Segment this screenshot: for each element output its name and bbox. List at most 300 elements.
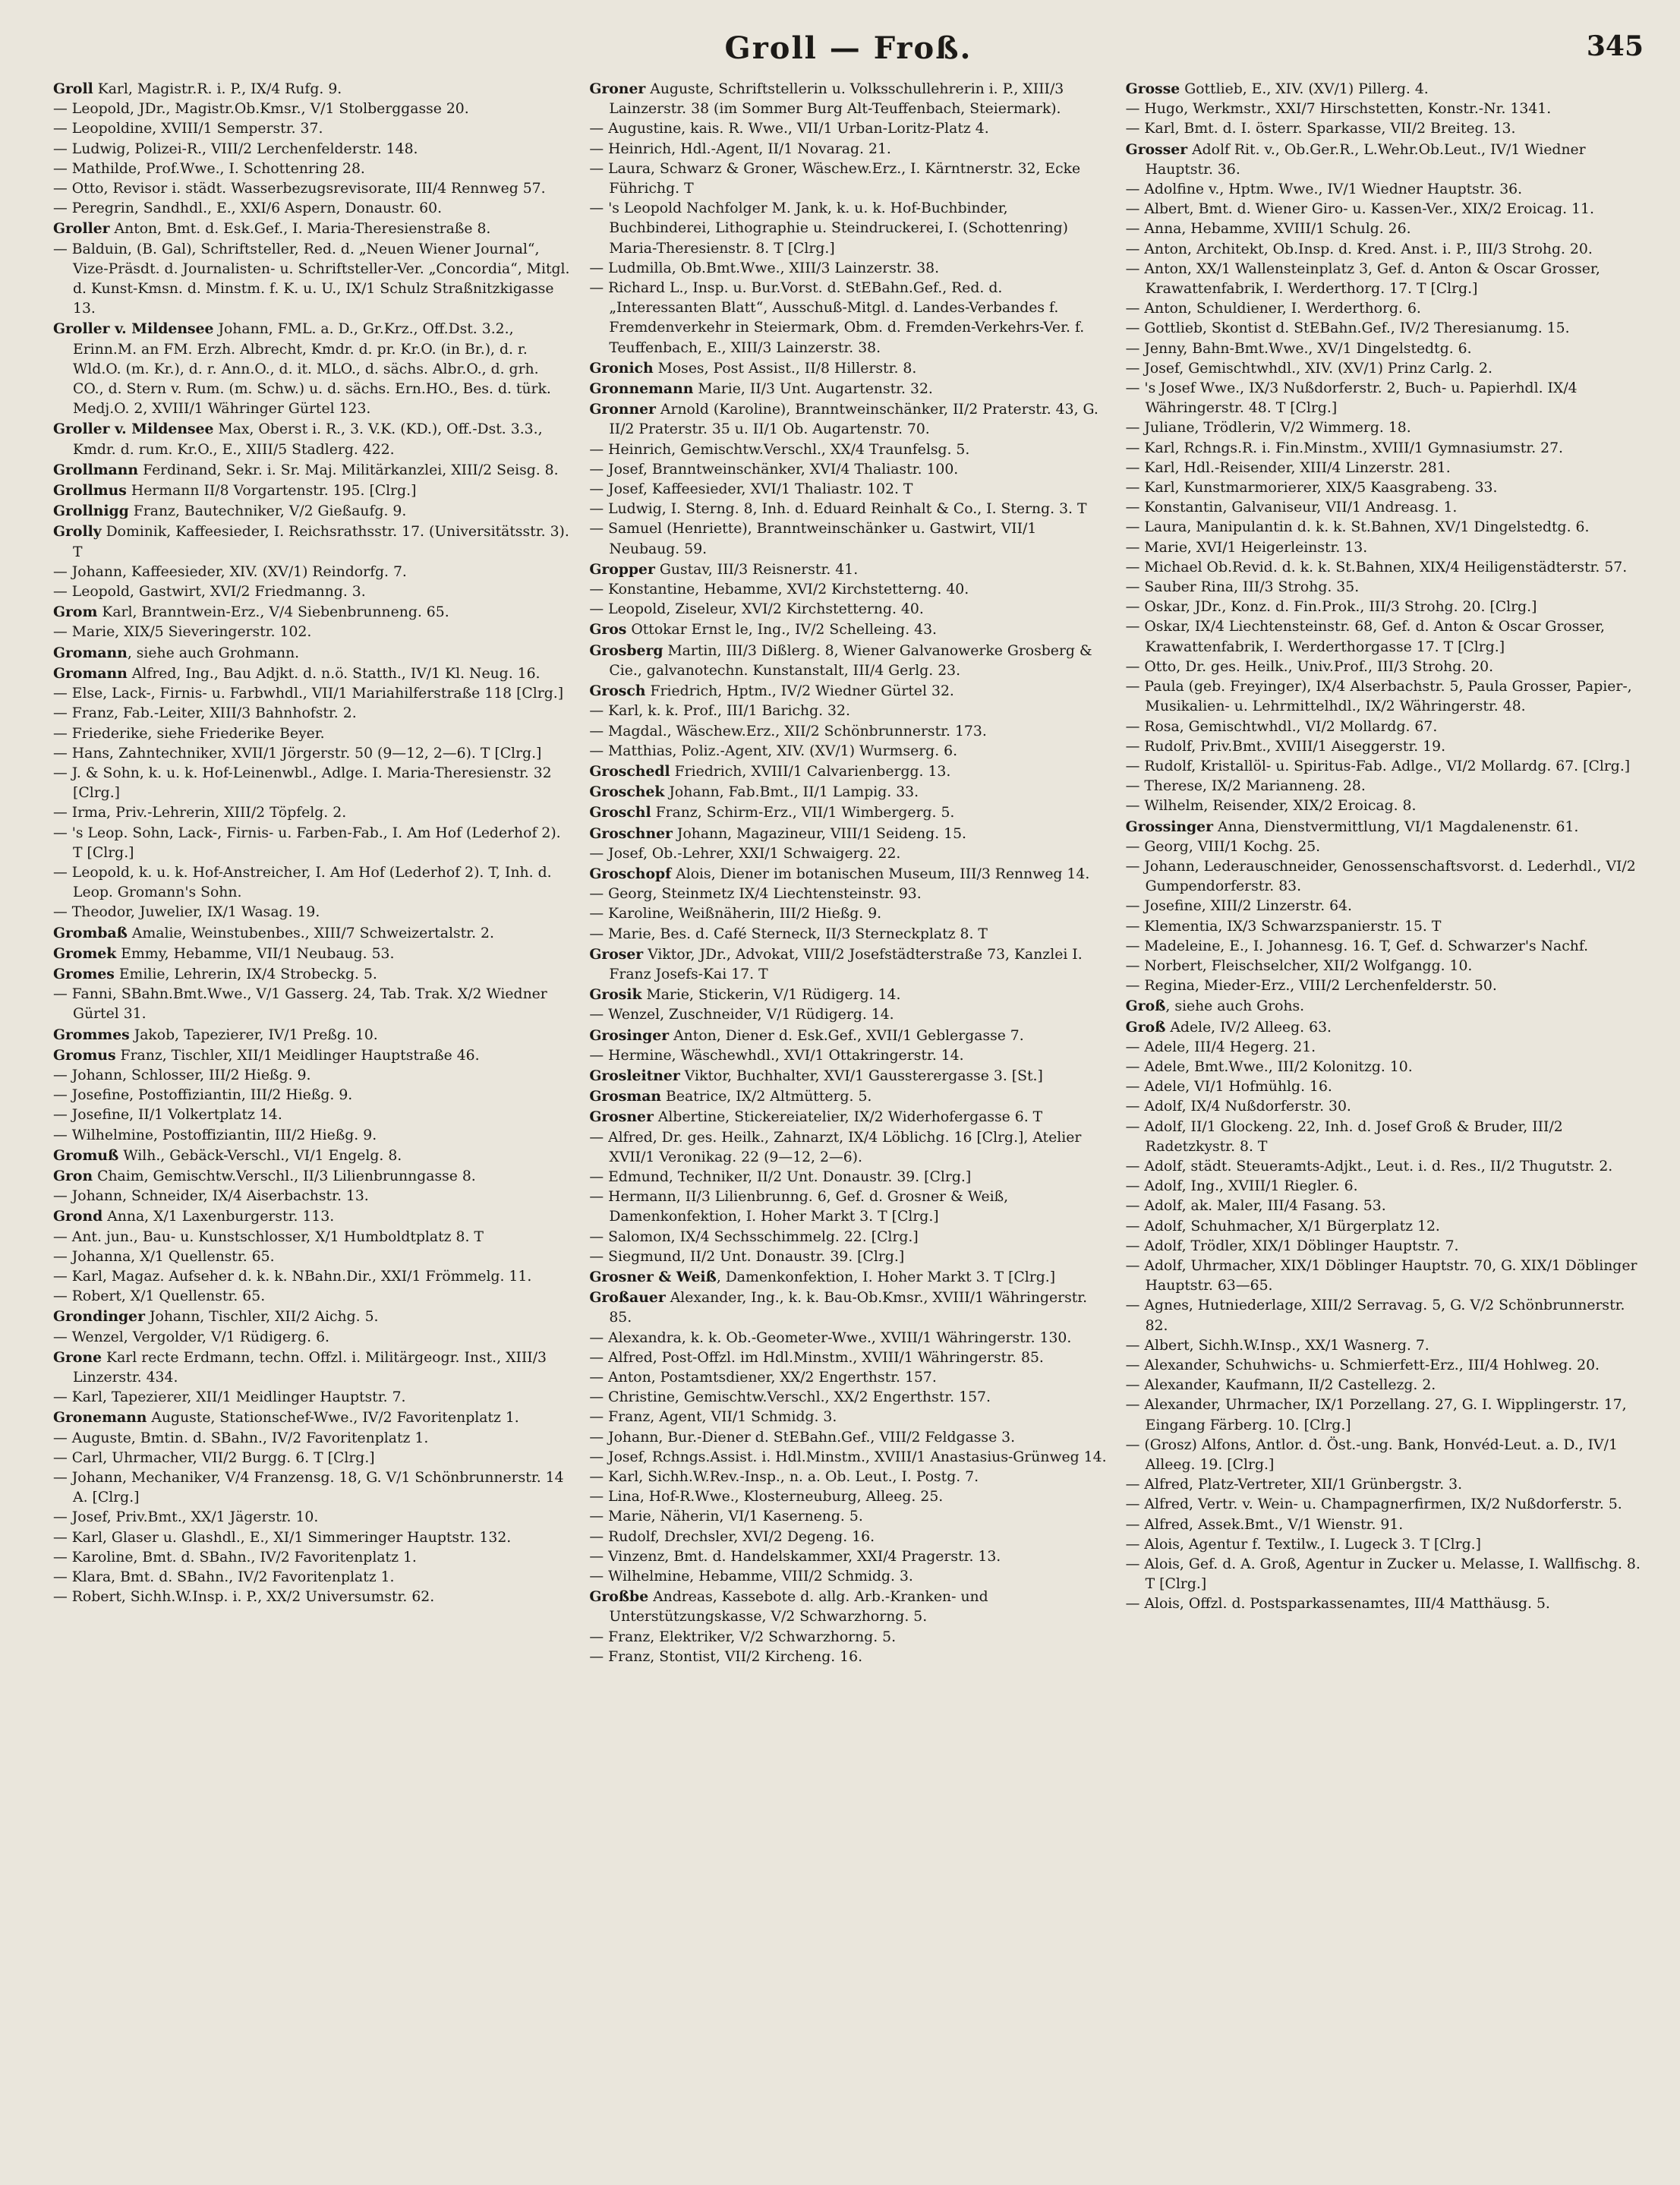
- entry-details: Adele, IV/2 Alleeg. 63.: [1165, 1019, 1332, 1036]
- directory-entry: [53, 199, 571, 219]
- entry-surname: Grosleitner: [589, 1067, 680, 1084]
- entry-details: — Mathilde, Prof.Wwe., I. Schottenring 28.: [53, 160, 365, 177]
- directory-entry: [1126, 1296, 1644, 1335]
- entry-surname: Gromus: [53, 1046, 116, 1064]
- directory-entry: [53, 219, 571, 239]
- entry-surname: Gronich: [589, 359, 654, 377]
- entry-details: — Albert, Bmt. d. Wiener Giro- u. Kassen-Ver., XIX/2 Eroicag. 11.: [1125, 201, 1594, 218]
- directory-entry: [1126, 1197, 1644, 1216]
- directory-entry: [53, 824, 571, 863]
- entry-details: Beatrice, IX/2 Altmütterg. 5.: [661, 1089, 872, 1105]
- entry-details: — Michael Ob.Revid. d. k. k. St.Bahnen, XIX/4 Heiligenstädterstr. 57.: [1125, 559, 1628, 575]
- column-middle: [589, 79, 1107, 1667]
- directory-entry: [589, 1046, 1107, 1066]
- entry-surname: Grom: [53, 604, 98, 621]
- directory-entry: [1126, 359, 1644, 379]
- entry-details: — Johann, Schneider, IX/4 Aiserbachstr. 13.: [53, 1188, 369, 1205]
- entry-details: — Friederike, siehe Friederike Beyer.: [53, 725, 325, 742]
- entry-details: Anna, X/1 Laxenburgerstr. 113.: [102, 1209, 335, 1225]
- entry-details: — 's Leopold Nachfolger M. Jank, k. u. k. Hof-Buchbinder, Buchbinderei, Lithographie u. Steindruckerei, I. (Schottenring) Maria-Theresienstr. 8. T [Clrg.]: [589, 200, 1069, 257]
- entry-details: — Rudolf, Priv.Bmt., XVIII/1 Aiseggerstr. 19.: [1125, 738, 1446, 755]
- directory-entry: [589, 1408, 1107, 1427]
- entry-details: — Karl, Bmt. d. I. österr. Sparkasse, VII/2 Breiteg. 13.: [1125, 121, 1516, 137]
- entry-details: Johann, Magazineur, VIII/1 Seideng. 15.: [672, 825, 967, 842]
- entry-details: — Anna, Hebamme, XVIII/1 Schulg. 26.: [1125, 221, 1411, 238]
- column-right: [1126, 79, 1644, 1667]
- directory-entry: [1126, 1217, 1644, 1237]
- directory-entry: [53, 99, 571, 119]
- entry-details: — Franz, Agent, VII/1 Schmidg. 3.: [589, 1409, 837, 1426]
- entry-details: — Adolf, ak. Maler, III/4 Fasang. 53.: [1125, 1198, 1386, 1215]
- directory-entry: [53, 1025, 571, 1045]
- entry-details: — Augustine, kais. R. Wwe., VII/1 Urban-Loritz-Platz 4.: [589, 121, 989, 137]
- column-left: [53, 79, 571, 1667]
- entry-details: — Edmund, Techniker, II/2 Unt. Donaustr. 39. [Clrg.]: [589, 1168, 972, 1185]
- entry-details: — Franz, Fab.-Leiter, XIII/3 Bahnhofstr. 2.: [53, 705, 357, 722]
- entry-details: — Anton, Schuldiener, I. Werderthorg. 6.: [1125, 301, 1421, 317]
- directory-entry: [1126, 1038, 1644, 1058]
- directory-entry: [53, 1508, 571, 1528]
- directory-entry: [53, 1449, 571, 1468]
- entry-details: — Juliane, Trödlerin, V/2 Wimmerg. 18.: [1125, 420, 1411, 437]
- directory-entry: [589, 1507, 1107, 1527]
- directory-entry: [53, 1126, 571, 1146]
- directory-entry: [589, 140, 1107, 159]
- entry-surname: Groschopf: [589, 865, 672, 882]
- entry-details: Arnold (Karoline), Branntweinschänker, II/2 Praterstr. 43, G. II/2 Praterstr. 35 u. II/1 Ob. Augartenstr. 70.: [609, 402, 1098, 438]
- directory-entry: [589, 199, 1107, 259]
- entry-surname: Groller v. Mildensee: [53, 320, 214, 338]
- entry-surname: Grombaß: [53, 924, 128, 941]
- entry-details: — Karoline, Weißnäherin, III/2 Hießg. 9.: [589, 906, 882, 922]
- directory-entry: [1126, 1356, 1644, 1376]
- directory-entry: [589, 681, 1107, 702]
- entry-surname: Grosik: [589, 986, 642, 1004]
- entry-surname: Gronner: [589, 401, 656, 418]
- entry-details: — Hugo, Werkmstr., XXI/7 Hirschstetten, Konstr.-Nr. 1341.: [1125, 101, 1552, 118]
- directory-entry: [589, 1128, 1107, 1168]
- directory-entry: [53, 159, 571, 179]
- entry-details: — Alfred, Post-Offzl. im Hdl.Minstm., XVIII/1 Währingerstr. 85.: [589, 1349, 1044, 1366]
- entry-details: — Georg, VIII/1 Kochg. 25.: [1125, 838, 1321, 855]
- directory-entry: [1126, 917, 1644, 937]
- entry-details: — Rosa, Gemischtwhdl., VI/2 Mollardg. 67.: [1125, 718, 1438, 735]
- directory-entry: [53, 1287, 571, 1307]
- entry-details: — Johann, Kaffeesieder, XIV. (XV/1) Reindorfg. 7.: [53, 563, 407, 580]
- entry-details: — Marie, XIX/5 Sieveringerstr. 102.: [53, 624, 312, 641]
- entry-details: — Marie, Näherin, VI/1 Kaserneng. 5.: [589, 1509, 863, 1525]
- directory-entry: [53, 724, 571, 744]
- directory-entry: [53, 1045, 571, 1066]
- page-header: [53, 30, 1644, 76]
- entry-details: — Robert, Sichh.W.Insp. i. P., XX/2 Universumstr. 62.: [53, 1589, 435, 1606]
- directory-entry: [53, 1528, 571, 1548]
- entry-details: — Adolf, II/1 Glockeng. 22, Inh. d. Josef Groß & Bruder, III/2 Radetzkystr. 8. T: [1125, 1118, 1563, 1155]
- directory-entry: [589, 1267, 1107, 1288]
- directory-entry: [53, 1588, 571, 1607]
- entry-details: — Rudolf, Kristallöl- u. Spiritus-Fab. Adlge., VI/2 Mollardg. 67. [Clrg.]: [1125, 758, 1631, 774]
- directory-entry: [53, 1187, 571, 1206]
- directory-entry: [589, 358, 1107, 379]
- directory-entry: [1126, 837, 1644, 857]
- directory-entry: [1126, 200, 1644, 219]
- entry-surname: Grosner: [589, 1108, 654, 1126]
- directory-entry: [589, 1567, 1107, 1587]
- directory-entry: [1126, 538, 1644, 558]
- entry-details: — Alfred, Platz-Vertreter, XII/1 Grünbergstr. 3.: [1125, 1477, 1463, 1493]
- directory-entry: [53, 460, 571, 481]
- directory-entry: [1126, 299, 1644, 319]
- entry-details: — Leopold, k. u. k. Hof-Anstreicher, I. Am Hof (Lederhof 2). T, Inh. d. Leop. Gromann's Sohn.: [53, 864, 552, 901]
- entry-details: — Leopold, Gastwirt, XVI/2 Friedmanng. 3.: [53, 584, 366, 601]
- entry-details: Albertine, Stickereiatelier, IX/2 Widerhofergasse 6. T: [653, 1109, 1043, 1126]
- entry-details: Martin, III/3 Dißlerg. 8, Wiener Galvanowerke Grosberg & Cie., galvanotechn. Kunstanstalt, III/4 Gerlg. 23.: [609, 642, 1092, 679]
- entry-details: Franz, Schirm-Erz., VII/1 Wimbergerg. 5.: [651, 805, 955, 821]
- entry-surname: Groller: [53, 220, 110, 238]
- entry-details: — Otto, Revisor i. städt. Wasserbezugsrevisorate, III/4 Rennweg 57.: [53, 181, 546, 197]
- entry-details: — Adele, III/4 Hegerg. 21.: [1125, 1039, 1316, 1055]
- entry-details: Emilie, Lehrerin, IX/4 Strobeckg. 5.: [114, 966, 377, 982]
- entry-details: Chaim, Gemischtw.Verschl., II/3 Lilienbrunngasse 8.: [93, 1168, 476, 1184]
- directory-entry: [1126, 379, 1644, 418]
- directory-entry: [589, 259, 1107, 279]
- entry-details: — Alois, Gef. d. A. Groß, Agentur in Zucker u. Melasse, I. Wallfischg. 8. T [Clrg.]: [1125, 1556, 1641, 1593]
- directory-entry: [53, 1105, 571, 1125]
- directory-entry: [1126, 897, 1644, 916]
- entry-details: — Alfred, Dr. ges. Heilk., Zahnarzt, IX/4 Löblichg. 16 [Clrg.], Atelier XVII/1 Veronikag. 22 (9—12, 2—6).: [589, 1129, 1082, 1165]
- directory-entry: [1126, 1515, 1644, 1535]
- directory-entry: [589, 702, 1107, 721]
- directory-entry: [1126, 79, 1644, 99]
- directory-entry: [589, 1628, 1107, 1647]
- directory-entry: [589, 844, 1107, 864]
- entry-details: — Oskar, JDr., Konz. d. Fin.Prok., III/3 Strohg. 20. [Clrg.]: [1125, 599, 1537, 616]
- directory-entry: [589, 944, 1107, 985]
- entry-surname: Groschner: [589, 824, 673, 842]
- directory-entry: [1126, 937, 1644, 957]
- directory-entry: [1126, 240, 1644, 260]
- entry-details: Alfred, Ing., Bau Adjkt. d. n.ö. Statth., IV/1 Kl. Neug. 16.: [127, 665, 541, 682]
- entry-surname: Gromann: [53, 644, 128, 661]
- directory-entry: [1126, 1058, 1644, 1077]
- entry-details: Karl recte Erdmann, techn. Offzl. i. Militärgeogr. Inst., XIII/3 Linzerstr. 434.: [73, 1349, 547, 1386]
- entry-details: — Josef, Priv.Bmt., XX/1 Jägerstr. 10.: [53, 1509, 319, 1526]
- directory-entry: [1126, 1436, 1644, 1475]
- entry-details: — Richard L., Insp. u. Bur.Vorst. d. StEBahn.Gef., Red. d. „Interessanten Blatt“, Ausschuß-Mitgl. d. Landes-Verbandes f. Fremdenverkehr in Steiermark, Obm. d. Fremden-Verkehrs-Ver. f. Teuffenbach, E., XIII/3 Lainzerstr. 38.: [589, 280, 1085, 356]
- entry-details: Adolf Rit. v., Ob.Ger.R., L.Wehr.Ob.Leut., IV/1 Wiedner Hauptstr. 36.: [1145, 141, 1586, 178]
- entry-details: — Josef, Rchngs.Assist. i. Hdl.Minstm., XVIII/1 Anastasius-Grünweg 14.: [589, 1449, 1107, 1465]
- entry-details: — Josef, Ob.-Lehrer, XXI/1 Schwaigerg. 22.: [589, 845, 901, 862]
- directory-entry: [53, 240, 571, 320]
- directory-entry: [53, 522, 571, 562]
- directory-entry: [1126, 1376, 1644, 1395]
- entry-surname: Gros: [589, 621, 627, 638]
- entry-details: Jakob, Tapezierer, IV/1 Preßg. 10.: [129, 1026, 378, 1043]
- directory-entry: [1126, 1495, 1644, 1515]
- entry-details: — Karl, Tapezierer, XII/1 Meidlinger Hauptstr. 7.: [53, 1389, 406, 1406]
- directory-entry: [1126, 617, 1644, 657]
- entry-surname: Grosman: [589, 1088, 662, 1105]
- entry-details: — Carl, Uhrmacher, VII/2 Burgg. 6. T [Clrg.]: [53, 1449, 375, 1466]
- entry-details: — Vinzenz, Bmt. d. Handelskammer, XXI/4 Pragerstr. 13.: [589, 1548, 1001, 1565]
- directory-entry: [1126, 459, 1644, 478]
- entry-details: — Josef, Branntweinschänker, XVI/4 Thaliastr. 100.: [589, 461, 959, 478]
- entry-details: Friedrich, Hptm., IV/2 Wiedner Gürtel 32.: [645, 683, 954, 700]
- entry-details: — Karl, Hdl.-Reisender, XIII/4 Linzerstr. 281.: [1125, 459, 1451, 476]
- directory-entry: [53, 1568, 571, 1588]
- entry-details: — Alois, Agentur f. Textilw., I. Lugeck 3. T [Clrg.]: [1125, 1536, 1481, 1553]
- entry-surname: Grollmus: [53, 482, 127, 500]
- directory-entry: [589, 79, 1107, 119]
- entry-surname: Großbe: [589, 1588, 649, 1606]
- entry-details: Viktor, JDr., Advokat, VIII/2 Josefstädterstraße 73, Kanzlei I. Franz Josefs-Kai 17. T: [609, 946, 1083, 982]
- entry-details: Marie, Stickerin, V/1 Rüdigerg. 14.: [641, 987, 901, 1004]
- entry-details: — Johanna, X/1 Quellenstr. 65.: [53, 1248, 275, 1265]
- entry-details: — Konstantin, Galvaniseur, VII/1 Andreasg. 1.: [1125, 500, 1458, 516]
- entry-details: — Franz, Elektriker, V/2 Schwarzhorng. 5.: [589, 1629, 897, 1645]
- directory-entry: [53, 1066, 571, 1086]
- entry-details: Franz, Bautechniker, V/2 Gießaufg. 9.: [128, 503, 407, 520]
- entry-details: — Rudolf, Drechsler, XVI/2 Degeng. 16.: [589, 1528, 875, 1545]
- entry-details: , Damenkonfektion, I. Hoher Markt 3. T [Clrg.]: [716, 1269, 1056, 1285]
- entry-surname: Grosser: [1125, 140, 1188, 158]
- entry-details: — Leopoldine, XVIII/1 Semperstr. 37.: [53, 121, 323, 137]
- directory-entry: [53, 582, 571, 602]
- directory-entry: [53, 964, 571, 985]
- directory-entry: [1126, 439, 1644, 459]
- directory-entry: [53, 1228, 571, 1247]
- directory-entry: [589, 1547, 1107, 1567]
- entry-details: — Karoline, Bmt. d. SBahn., IV/2 Favoritenplatz 1.: [53, 1549, 417, 1565]
- entry-details: — Adolf, Schuhmacher, X/1 Bürgerplatz 12.: [1125, 1218, 1440, 1234]
- directory-entry: [589, 722, 1107, 742]
- directory-entry: [589, 1487, 1107, 1507]
- entry-surname: Grossinger: [1125, 818, 1214, 835]
- directory-entry: [589, 824, 1107, 844]
- directory-entry: [1126, 478, 1644, 498]
- directory-entry: [589, 802, 1107, 823]
- entry-details: — Johann, Lederauschneider, Genossenschaftsvorst. d. Lederhdl., VI/2 Gumpendorferstr. 83.: [1125, 858, 1636, 895]
- entry-surname: Groß: [1125, 1018, 1166, 1036]
- directory-entry: [1126, 957, 1644, 976]
- directory-entry: [589, 1647, 1107, 1667]
- directory-entry: [53, 1388, 571, 1408]
- entry-details: — Laura, Manipulantin d. k. k. St.Bahnen, XV/1 Dingelstedtg. 6.: [1125, 519, 1590, 536]
- entry-details: — Hermann, II/3 Lilienbrunng. 6, Gef. d. Grosner & Weiß, Damenkonfektion, I. Hoher Markt 3. T [Clrg.]: [589, 1189, 1009, 1225]
- entry-surname: Groller v. Mildensee: [53, 421, 214, 438]
- directory-entry: [1126, 140, 1644, 180]
- entry-details: — 's Josef Wwe., IX/3 Nußdorferstr. 2, Buch- u. Papierhdl. IX/4 Währingerstr. 48. T [Clrg.]: [1125, 380, 1578, 417]
- directory-entry: [1126, 1097, 1644, 1117]
- directory-entry: [53, 923, 571, 944]
- entry-details: Viktor, Buchhalter, XVI/1 Gaussterergasse 3. [St.]: [679, 1067, 1043, 1084]
- entry-details: — Adolf, städt. Steueramts-Adjkt., Leut. i. d. Res., II/2 Thugutstr. 2.: [1125, 1158, 1613, 1174]
- running-title: Groll — Froß.: [724, 30, 972, 66]
- entry-details: — 's Leop. Sohn, Lack-, Firnis- u. Farben-Fab., I. Am Hof (Lederhof 2). T [Clrg.]: [53, 824, 561, 861]
- entry-details: — Wilhelm, Reisender, XIX/2 Eroicag. 8.: [1125, 798, 1417, 815]
- entry-details: Anton, Diener d. Esk.Gef., XVII/1 Geblergasse 7.: [669, 1027, 1024, 1044]
- directory-entry: [1126, 558, 1644, 578]
- directory-entry: [1126, 578, 1644, 597]
- entry-details: Franz, Tischler, XII/1 Meidlinger Hauptstraße 46.: [115, 1047, 480, 1064]
- directory-entry: [589, 1005, 1107, 1025]
- directory-entry: [1126, 657, 1644, 677]
- entry-surname: Groschl: [589, 804, 651, 821]
- entry-details: — Johann, Bur.-Diener d. StEBahn.Gef., VIII/2 Feldgasse 3.: [589, 1429, 1016, 1446]
- directory-entry: [1126, 1237, 1644, 1256]
- entry-details: — Wilhelmine, Postoffiziantin, III/2 Hießg. 9.: [53, 1127, 377, 1143]
- directory-entry: [53, 179, 571, 199]
- entry-details: — Anton, Postamtsdiener, XX/2 Engerthstr. 157.: [589, 1370, 937, 1386]
- directory-entry: [589, 782, 1107, 802]
- entry-details: Auguste, Stationschef-Wwe., IV/2 Favoritenplatz 1.: [147, 1410, 519, 1427]
- directory-entry: [53, 481, 571, 501]
- directory-entry: [53, 744, 571, 764]
- entry-surname: Grosch: [589, 683, 646, 700]
- directory-entry: [1126, 597, 1644, 617]
- entry-details: Karl, Branntwein-Erz., V/4 Siebenbrunneng. 65.: [97, 604, 449, 621]
- directory-entry: [1126, 1177, 1644, 1197]
- entry-details: — Ant. jun., Bau- u. Kunstschlosser, X/1 Humboldtplatz 8. T: [53, 1228, 484, 1245]
- directory-entry: [53, 1146, 571, 1166]
- entry-details: — J. & Sohn, k. u. k. Hof-Leinenwbl., Adlge. I. Maria-Theresienstr. 32 [Clrg.]: [53, 765, 552, 802]
- entry-details: — Ludmilla, Ob.Bmt.Wwe., XIII/3 Lainzerstr. 38.: [589, 260, 940, 276]
- entry-details: — Peregrin, Sandhdl., E., XXI/6 Aspern, Donaustr. 60.: [53, 200, 443, 217]
- entry-details: — Adele, Bmt.Wwe., III/2 Kolonitzg. 10.: [1125, 1058, 1413, 1075]
- entry-details: — Else, Lack-, Firnis- u. Farbwhdl., VII/1 Mariahilferstraße 118 [Clrg.]: [53, 686, 564, 702]
- entry-surname: Groser: [589, 945, 644, 963]
- entry-surname: Groner: [589, 80, 646, 97]
- entry-details: — Hermine, Wäschewhdl., XVI/1 Ottakringerstr. 14.: [589, 1047, 964, 1064]
- directory-entry: [53, 563, 571, 582]
- directory-entry: [53, 1408, 571, 1428]
- directory-entry: [53, 1348, 571, 1388]
- entry-details: — Klara, Bmt. d. SBahn., IV/2 Favoritenplatz 1.: [53, 1569, 395, 1586]
- entry-details: — (Grosz) Alfons, Antlor. d. Öst.-ung. Bank, Honvéd-Leut. a. D., IV/1 Alleeg. 19. [Clrg.]: [1125, 1436, 1618, 1474]
- directory-entry: [589, 1247, 1107, 1267]
- entry-details: Emmy, Hebamme, VII/1 Neubaug. 53.: [116, 945, 395, 962]
- entry-details: — Otto, Dr. ges. Heilk., Univ.Prof., III/3 Strohg. 20.: [1125, 658, 1494, 675]
- directory-entry: [589, 580, 1107, 600]
- entry-details: — Georg, Steinmetz IX/4 Liechtensteinstr. 93.: [589, 886, 922, 903]
- entry-surname: Gromann: [53, 664, 128, 682]
- directory-entry: [1126, 119, 1644, 139]
- entry-details: — Jenny, Bahn-Bmt.Wwe., XV/1 Dingelstedtg. 6.: [1125, 340, 1472, 357]
- directory-entry: [1126, 717, 1644, 737]
- entry-surname: Grolly: [53, 523, 102, 541]
- entry-details: Johann, Fab.Bmt., II/1 Lampig. 33.: [664, 784, 919, 801]
- entry-details: — Alexander, Uhrmacher, IX/1 Porzellang. 27, G. I. Wipplingerstr. 17, Eingang Färberg. 10. [Clrg.]: [1125, 1397, 1627, 1433]
- directory-entry: [589, 279, 1107, 358]
- directory-entry: [53, 903, 571, 922]
- entry-details: — Agnes, Hutniederlage, XIII/2 Serravag. 5, G. V/2 Schönbrunnerstr. 82.: [1125, 1297, 1625, 1334]
- directory-entry: [589, 519, 1107, 559]
- entry-details: — Salomon, IX/4 Sechsschimmelg. 22. [Clrg.]: [589, 1228, 919, 1245]
- entry-details: — Alfred, Assek.Bmt., V/1 Wienstr. 91.: [1125, 1516, 1404, 1533]
- directory-entry: [589, 904, 1107, 924]
- entry-surname: Grond: [53, 1208, 103, 1225]
- entry-details: — Gottlieb, Skontist d. StEBahn.Gef., IV/2 Theresianumg. 15.: [1125, 320, 1570, 337]
- entry-details: — Sauber Rina, III/3 Strohg. 35.: [1125, 579, 1360, 596]
- directory-entry: [1126, 976, 1644, 996]
- entry-details: Auguste, Schriftstellerin u. Volksschullehrerin i. P., XIII/3 Lainzerstr. 38 (im Sommer Burg Alt-Teuffenbach, Steiermark).: [609, 81, 1064, 118]
- entry-details: — Josefine, Postoffiziantin, III/2 Hießg. 9.: [53, 1087, 353, 1104]
- directory-entry: [53, 1548, 571, 1568]
- directory-entry: [1126, 677, 1644, 717]
- directory-entry: [589, 1066, 1107, 1086]
- directory-entry: [53, 1166, 571, 1187]
- directory-entry: [1126, 180, 1644, 200]
- entry-details: — Wilhelmine, Hebamme, VIII/2 Schmidg. 3.: [589, 1569, 913, 1585]
- directory-entry: [589, 925, 1107, 944]
- directory-entry: [1126, 1395, 1644, 1435]
- directory-entry: [53, 1206, 571, 1227]
- entry-details: — Johann, Schlosser, III/2 Hießg. 9.: [53, 1067, 311, 1083]
- entry-surname: Grollnigg: [53, 503, 129, 520]
- entry-details: — Robert, X/1 Quellenstr. 65.: [53, 1288, 266, 1305]
- directory-entry: [1126, 99, 1644, 119]
- entry-surname: Gronnemann: [589, 380, 694, 398]
- entry-details: — Ludwig, Polizei-R., VIII/2 Lerchenfelderstr. 148.: [53, 140, 418, 157]
- directory-entry: [1126, 1077, 1644, 1097]
- directory-entry: [1126, 1475, 1644, 1495]
- directory-entry: [589, 1107, 1107, 1127]
- directory-entry: [1126, 319, 1644, 339]
- entry-details: — Regina, Mieder-Erz., VIII/2 Lerchenfelderstr. 50.: [1125, 978, 1497, 995]
- entry-details: — Konstantine, Hebamme, XVI/2 Kirchstetterng. 40.: [589, 582, 969, 598]
- entry-details: — Matthias, Poliz.-Agent, XIV. (XV/1) Wurmserg. 6.: [589, 743, 958, 759]
- directory-entry: [53, 764, 571, 803]
- directory-entry: [1126, 1555, 1644, 1594]
- directory-entry: [53, 1307, 571, 1327]
- directory-entry: [1126, 777, 1644, 796]
- entry-details: Hermann II/8 Vorgartenstr. 195. [Clrg.]: [126, 483, 417, 500]
- directory-entry: [53, 643, 571, 664]
- entry-details: — Christine, Gemischtw.Verschl., XX/2 Engerthstr. 157.: [589, 1389, 991, 1406]
- directory-entry: [589, 379, 1107, 399]
- entry-details: — Siegmund, II/2 Unt. Donaustr. 39. [Clrg.]: [589, 1248, 905, 1265]
- entry-details: Alois, Diener im botanischen Museum, III/3 Rennweg 14.: [671, 865, 1090, 882]
- directory-entry: [589, 399, 1107, 440]
- entry-details: — Norbert, Fleischselcher, XII/2 Wolfgangg. 10.: [1125, 957, 1473, 974]
- entry-details: — Alfred, Vertr. v. Wein- u. Champagnerfirmen, IX/2 Nußdorferstr. 5.: [1125, 1496, 1622, 1513]
- entry-details: Moses, Post Assist., II/8 Hillerstr. 8.: [653, 360, 917, 377]
- entry-details: Anna, Dienstvermittlung, VI/1 Magdalenenstr. 61.: [1213, 818, 1579, 835]
- directory-entry: [53, 704, 571, 724]
- entry-details: — Therese, IX/2 Marianneng. 28.: [1125, 778, 1366, 795]
- directory-entry: [589, 1086, 1107, 1107]
- entry-details: — Madeleine, E., I. Johannesg. 16. T, Gef. d. Schwarzer's Nachf.: [1125, 938, 1589, 954]
- entry-details: — Anton, Architekt, Ob.Insp. d. Kred. Anst. i. P., III/3 Strohg. 20.: [1125, 241, 1593, 257]
- entry-details: — Wenzel, Vergolder, V/1 Rüdigerg. 6.: [53, 1329, 330, 1345]
- entry-details: — Franz, Stontist, VII/2 Kircheng. 16.: [589, 1648, 863, 1665]
- entry-surname: Gromes: [53, 965, 115, 982]
- directory-entry: [53, 140, 571, 159]
- entry-surname: Grosinger: [589, 1026, 670, 1044]
- directory-entry: [1126, 1118, 1644, 1157]
- entry-surname: Gromuß: [53, 1146, 119, 1164]
- directory-columns: [53, 79, 1644, 1667]
- entry-details: Ferdinand, Sekr. i. Sr. Maj. Militärkanzlei, XIII/2 Seisg. 8.: [138, 462, 559, 478]
- directory-entry: [1126, 498, 1644, 518]
- directory-entry: [589, 460, 1107, 480]
- directory-entry: [53, 501, 571, 522]
- directory-entry: [1126, 1157, 1644, 1177]
- entry-details: — Karl, Rchngs.R. i. Fin.Minstm., XVIII/1 Gymnasiumstr. 27.: [1125, 440, 1564, 456]
- entry-details: , siehe auch Grohs.: [1165, 998, 1305, 1015]
- entry-details: Johann, FML. a. D., Gr.Krz., Off.Dst. 3.2., Erinn.M. an FM. Erzh. Albrecht, Kmdr. d. pr. Kr.O. (in Br.), d. r. Wld.O. (m. Kr.), d. r. Ann.O., d. it. MLO., d. sächs. Albr.O., d. grh. CO., d. Stern v. Rum. (m. Schw.) u. d. sächs. Ern.HO., Bes. d. türk. Medj.O. 2, XVIII/1 Währinger Gürtel 123.: [73, 321, 551, 418]
- entry-details: — Alois, Offzl. d. Postsparkassenamtes, III/4 Matthäusg. 5.: [1125, 1596, 1550, 1613]
